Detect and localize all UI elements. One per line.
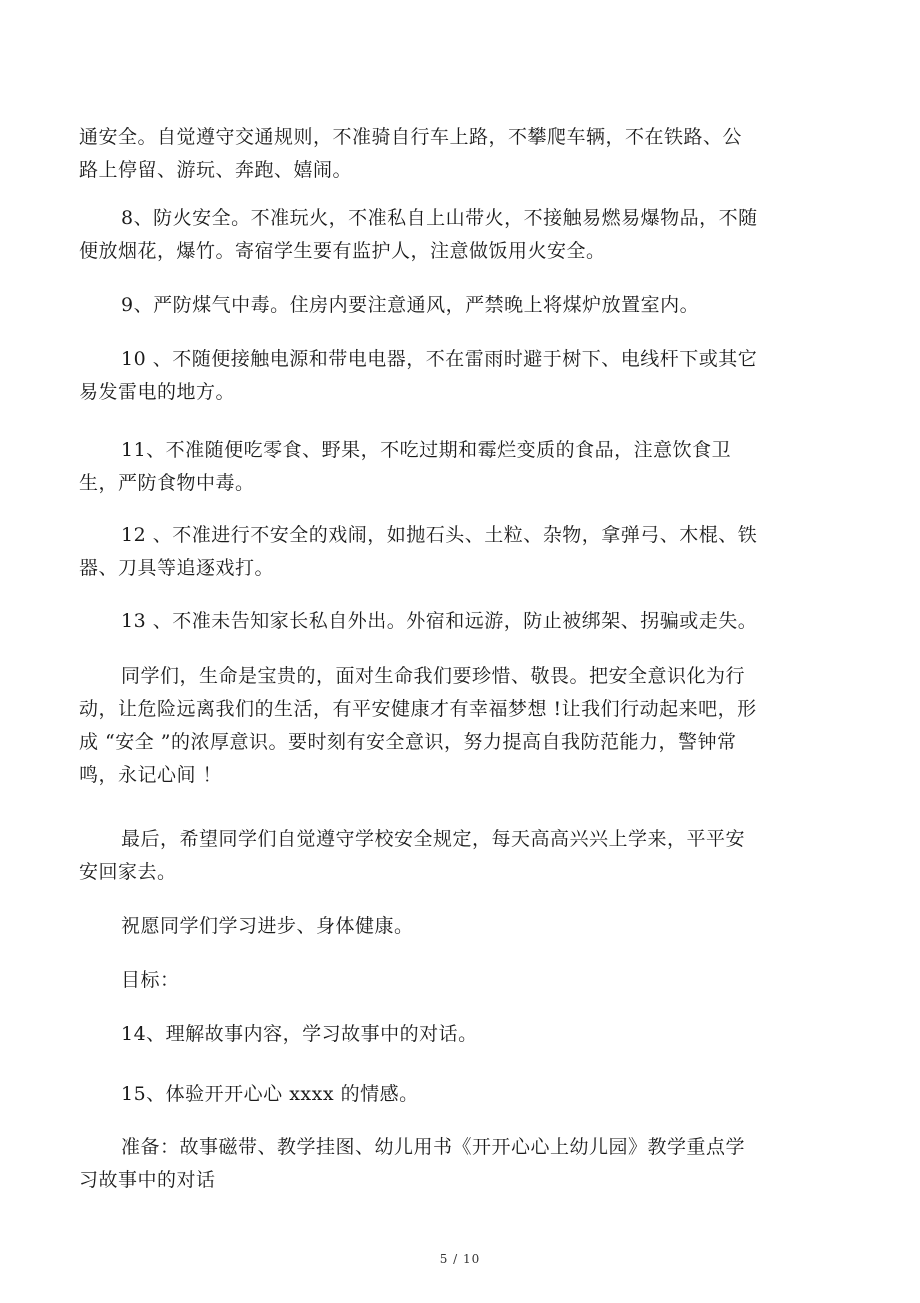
text-line: 9、严防煤气中毒。住房内要注意通风，严禁晚上将煤炉放置室内。 — [121, 294, 700, 316]
text-line: 最后，希望同学们自觉遵守学校安全规定，每天高高兴兴上学来，平平安 — [121, 828, 746, 850]
text-line: 器、刀具等追逐戏打。 — [79, 557, 275, 579]
text-line: 8、防火安全。不准玩火，不准私自上山带火，不接触易燃易爆物品，不随 — [121, 207, 758, 229]
paragraph-preparation — [79, 1131, 769, 1197]
paragraph-item-15 — [79, 1078, 769, 1111]
text-line: 动，让危险远离我们的生活，有平安健康才有幸福梦想 !让我们行动起来吧，形 — [79, 698, 757, 720]
text-line: 鸣，永记心间 ！ — [79, 764, 223, 786]
text-line: 成 “安全 ”的浓厚意识。要时刻有安全意识，努力提高自我防范能力，警钟常 — [79, 731, 737, 753]
text-line: 便放烟花，爆竹。寄宿学生要有监护人，注意做饭用火安全。 — [79, 240, 606, 262]
paragraph-item-14 — [79, 1018, 769, 1051]
text-line: 14、理解故事内容，学习故事中的对话。 — [121, 1023, 478, 1045]
paragraph-wishes — [79, 910, 769, 943]
text-line: 10 、不随便接触电源和带电电器，不在雷雨时避于树下、电线杆下或其它 — [121, 348, 758, 370]
text-line: 15、体验开开心心 xxxx 的情感。 — [121, 1083, 419, 1105]
text-line: 路上停留、游玩、奔跑、嬉闹。 — [79, 159, 353, 181]
text-line: 生，严防食物中毒。 — [79, 472, 255, 494]
text-line: 习故事中的对话 — [79, 1169, 216, 1191]
text-line: 目标： — [121, 969, 180, 991]
paragraph-item-12 — [79, 519, 769, 585]
text-line: 同学们，生命是宝贵的，面对生命我们要珍惜、敬畏。把安全意识化为行 — [121, 665, 746, 687]
paragraph-item-9 — [79, 289, 769, 322]
text-line: 安回家去。 — [79, 861, 177, 883]
text-line: 祝愿同学们学习进步、身体健康。 — [121, 915, 414, 937]
paragraph-item-11 — [79, 434, 769, 500]
text-line: 准备：故事磁带、教学挂图、幼儿用书《开开心心上幼儿园》教学重点学 — [121, 1136, 746, 1158]
text-line: 12 、不准进行不安全的戏闹，如抛石头、土粒、杂物，拿弹弓、木棍、铁 — [121, 524, 758, 546]
text-line: 易发雷电的地方。 — [79, 381, 236, 403]
page-indicator: 5 / 10 — [439, 1252, 481, 1266]
text-line: 11、不准随便吃零食、野果，不吃过期和霉烂变质的食品，注意饮食卫 — [121, 439, 732, 461]
paragraph-final-hope — [79, 823, 769, 889]
paragraph-goals-heading — [79, 964, 769, 997]
paragraph-item-10 — [79, 343, 769, 409]
paragraph-item-13 — [79, 605, 769, 638]
paragraph-traffic-safety — [79, 121, 769, 187]
text-line: 13 、不准未告知家长私自外出。外宿和远游，防止被绑架、拐骗或走失。 — [121, 610, 758, 632]
text-line: 通安全。自觉遵守交通规则，不准骑自行车上路，不攀爬车辆，不在铁路、公 — [79, 126, 743, 148]
paragraph-closing-remarks — [79, 660, 769, 792]
paragraph-item-8 — [79, 202, 769, 268]
